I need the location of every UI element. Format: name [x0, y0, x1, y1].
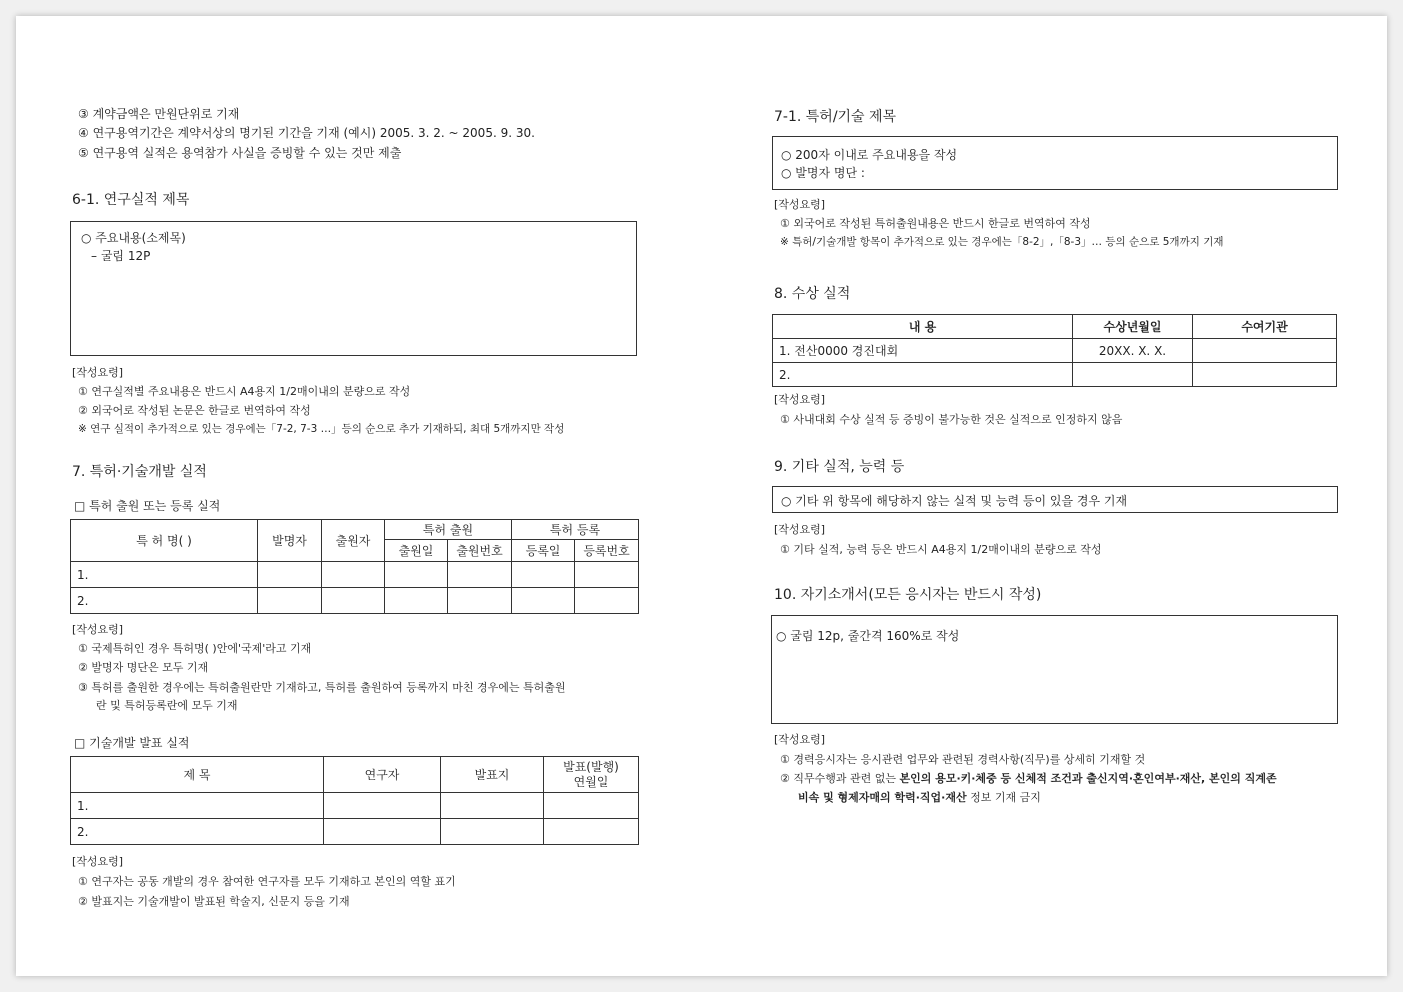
table-cell[interactable]: [441, 819, 544, 845]
table-row: [71, 562, 639, 588]
table-cell[interactable]: [448, 562, 512, 588]
table-row: [71, 793, 639, 819]
table-cell[interactable]: [512, 588, 575, 614]
header-journal: 발표지: [441, 757, 544, 793]
row-label: 1.: [71, 793, 324, 819]
table-cell[interactable]: [1193, 363, 1337, 387]
table-cell[interactable]: [544, 793, 639, 819]
guide-line: ※ 특허/기술개발 항목이 추가적으로 있는 경우에는「8-2」,「8-3」… 등의 순으로 5개까지 기재: [780, 236, 1224, 248]
box-line: ○ 굴림 12p, 줄간격 160%로 작성: [776, 629, 960, 643]
table-cell[interactable]: [385, 562, 448, 588]
document-page: [16, 16, 1387, 976]
table-row: [773, 339, 1337, 363]
table-cell[interactable]: [1193, 339, 1337, 363]
box-line: ○ 기타 위 항목에 해당하지 않는 실적 및 능력 등이 있을 경우 기재: [781, 494, 1128, 508]
self-introduction-box[interactable]: [771, 615, 1338, 724]
header-patent-name: 특 허 명( ): [71, 520, 258, 562]
section-10-title: 10. 자기소개서(모든 응시자는 반드시 작성): [774, 587, 1042, 603]
table-cell[interactable]: [322, 562, 385, 588]
guide-text: 정보 기재 금지: [966, 791, 1041, 804]
table-cell[interactable]: [258, 588, 322, 614]
row-label: 1.: [71, 562, 258, 588]
section-6-1-title: 6-1. 연구실적 제목: [72, 192, 190, 208]
patent-content-box[interactable]: [772, 136, 1338, 190]
guide-line: [798, 789, 1041, 805]
row-label: 2.: [71, 588, 258, 614]
table-cell[interactable]: 1. 전산0000 경진대회: [773, 339, 1073, 363]
section-7-title: 7. 특허·기술개발 실적: [72, 464, 207, 480]
guide-line: ① 연구실적별 주요내용은 반드시 A4용지 1/2매이내의 분량으로 작성: [78, 385, 411, 398]
header-publication-date: [544, 757, 639, 793]
header-application-number: 출원번호: [448, 540, 512, 562]
row-label: 2.: [71, 819, 324, 845]
guide-line: ① 경력응시자는 응시관련 업무와 관련된 경력사항(직무)를 상세히 기재할 것: [780, 753, 1146, 766]
guide-label: [작성요령]: [72, 855, 124, 868]
patent-subtitle: □ 특허 출원 또는 등록 실적: [74, 499, 221, 513]
award-table: [772, 314, 1337, 387]
header-application-date: 출원일: [385, 540, 448, 562]
guide-line: ※ 연구 실적이 추가적으로 있는 경우에는「7-2, 7-3 …」등의 순으로 추가 기재하되, 최대 5개까지만 작성: [78, 423, 565, 435]
table-cell[interactable]: [441, 793, 544, 819]
guide-text: ② 직무수행과 관련 없는: [780, 772, 900, 785]
table-cell[interactable]: [575, 588, 639, 614]
section-8-title: 8. 수상 실적: [774, 286, 851, 302]
guide-line: ① 외국어로 작성된 특허출원내용은 반드시 한글로 번역하여 작성: [780, 217, 1091, 230]
guide-line: 란 및 특허등록란에 모두 기재: [96, 699, 238, 712]
table-cell[interactable]: [544, 819, 639, 845]
guide-label: [작성요령]: [774, 523, 826, 536]
guide-label: [작성요령]: [774, 733, 826, 746]
note-line: ③ 계약금액은 만원단위로 기재: [78, 107, 240, 121]
header-patent-registration: 특허 등록: [512, 520, 639, 540]
table-cell[interactable]: 2.: [773, 363, 1073, 387]
header-researcher: 연구자: [324, 757, 441, 793]
section-7-1-title: 7-1. 특허/기술 제목: [774, 109, 897, 125]
patent-table: [70, 519, 639, 614]
guide-label: [작성요령]: [72, 623, 124, 636]
header-content: 내 용: [773, 315, 1073, 339]
table-row: [773, 363, 1337, 387]
table-cell[interactable]: [448, 588, 512, 614]
table-cell[interactable]: [575, 562, 639, 588]
header-award-date: 수상년월일: [1073, 315, 1193, 339]
box-line: ○ 발명자 명단 :: [781, 166, 865, 180]
guide-line: [780, 770, 1277, 786]
table-row: [71, 819, 639, 845]
header-applicant: 출원자: [322, 520, 385, 562]
guide-label: [작성요령]: [774, 393, 826, 406]
tech-table: [70, 756, 639, 845]
guide-line: ① 연구자는 공동 개발의 경우 참여한 연구자를 모두 기재하고 본인의 역할 표기: [78, 875, 456, 888]
box-line: – 굴림 12P: [91, 249, 151, 263]
guide-line: ③ 특허를 출원한 경우에는 특허출원란만 기재하고, 특허를 출원하여 등록까지 마친 경우에는 특허출원: [78, 681, 566, 694]
table-row: [71, 588, 639, 614]
table-cell[interactable]: [385, 588, 448, 614]
guide-label: [작성요령]: [774, 198, 826, 211]
other-achievements-box[interactable]: [772, 486, 1338, 513]
header-awarding-org: 수여기관: [1193, 315, 1337, 339]
table-cell[interactable]: 20XX. X. X.: [1073, 339, 1193, 363]
guide-text-bold: 본인의 용모·키·체중 등 신체적 조건과 출신지역·혼인여부·재산, 본인의 직계존: [899, 772, 1277, 785]
table-cell[interactable]: [324, 819, 441, 845]
guide-label: [작성요령]: [72, 366, 124, 379]
header-inventor: 발명자: [258, 520, 322, 562]
header-date-line2: 연월일: [573, 774, 609, 789]
table-cell[interactable]: [258, 562, 322, 588]
header-registration-date: 등록일: [512, 540, 575, 562]
header-registration-number: 등록번호: [575, 540, 639, 562]
table-cell[interactable]: [512, 562, 575, 588]
guide-line: ② 발표지는 기술개발이 발표된 학술지, 신문지 등을 기재: [78, 895, 350, 908]
note-line: ⑤ 연구용역 실적은 용역참가 사실을 증빙할 수 있는 것만 제출: [78, 146, 402, 160]
tech-subtitle: □ 기술개발 발표 실적: [74, 736, 190, 750]
guide-line: ① 사내대회 수상 실적 등 증빙이 불가능한 것은 실적으로 인정하지 않음: [780, 413, 1123, 426]
header-date-line1: 발표(발행): [563, 759, 619, 774]
research-content-box[interactable]: [70, 221, 637, 356]
header-title: 제 목: [71, 757, 324, 793]
header-patent-application: 특허 출원: [385, 520, 512, 540]
note-line: ④ 연구용역기간은 계약서상의 명기된 기간을 기재 (예시) 2005. 3. 2. ~ 2005. 9. 30.: [78, 126, 535, 140]
guide-line: ① 기타 실적, 능력 등은 반드시 A4용지 1/2매이내의 분량으로 작성: [780, 543, 1102, 556]
box-line: ○ 주요내용(소제목): [81, 231, 186, 245]
guide-line: ② 발명자 명단은 모두 기재: [78, 661, 209, 674]
guide-line: ② 외국어로 작성된 논문은 한글로 번역하여 작성: [78, 404, 311, 417]
table-cell[interactable]: [1073, 363, 1193, 387]
guide-text-bold: 비속 및 형제자매의 학력·직업·재산: [798, 791, 967, 804]
table-cell[interactable]: [324, 793, 441, 819]
box-line: ○ 200자 이내로 주요내용을 작성: [781, 148, 958, 162]
table-cell[interactable]: [322, 588, 385, 614]
guide-line: ① 국제특허인 경우 특허명( )안에'국제'라고 기재: [78, 642, 312, 655]
section-9-title: 9. 기타 실적, 능력 등: [774, 459, 905, 475]
